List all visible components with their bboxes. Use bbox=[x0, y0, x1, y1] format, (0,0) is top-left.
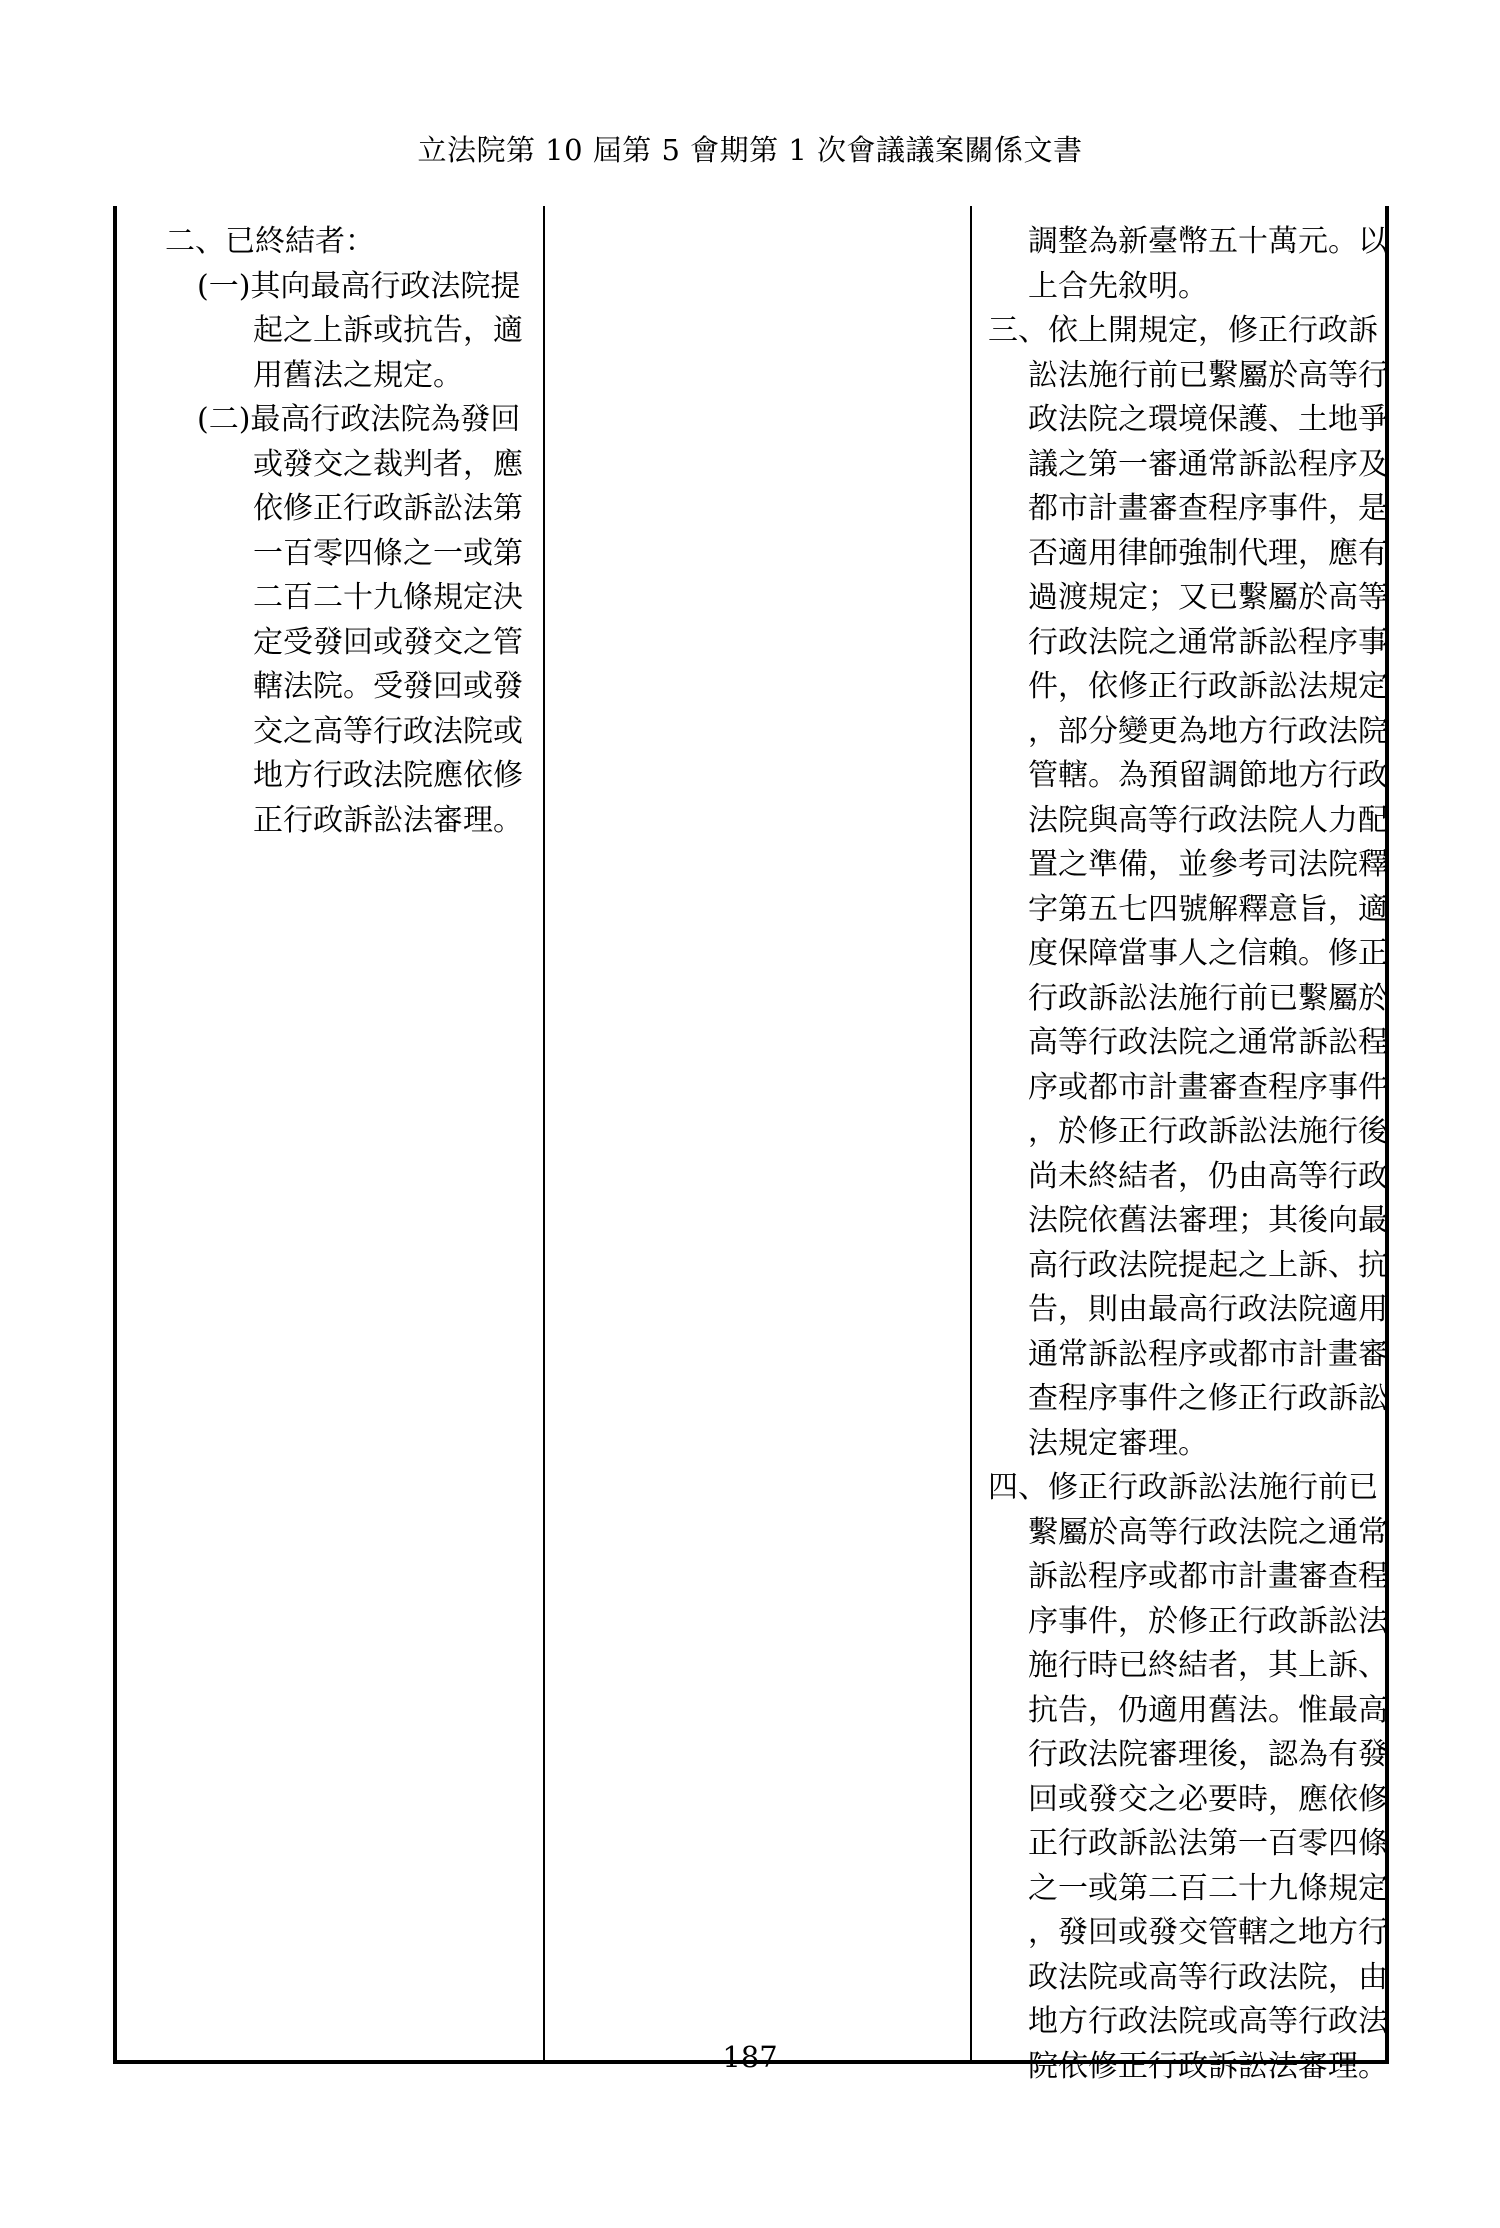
text-line: 序或都市計畫審查程序事件 bbox=[1028, 1069, 1388, 1105]
text-line: 通常訴訟程序或都市計畫審 bbox=[1028, 1336, 1388, 1372]
right-column bbox=[972, 206, 1388, 2084]
text-line: 過渡規定；又已繫屬於高等 bbox=[1028, 580, 1388, 615]
text-line: 議之第一審通常訴訟程序及 bbox=[1028, 446, 1388, 482]
text-line: 度保障當事人之信賴。修正 bbox=[1028, 936, 1388, 971]
text-line: 院依修正行政訴訟法審理。 bbox=[1028, 2048, 1388, 2084]
text-line: 法規定審理。 bbox=[1028, 1425, 1208, 1461]
comparison-table bbox=[113, 206, 1389, 2084]
text-line: 轄法院。受發回或發 bbox=[253, 669, 523, 704]
text-line: 否適用律師強制代理，應有 bbox=[1028, 535, 1388, 571]
text-line: 正行政訴訟法第一百零四條 bbox=[1028, 1826, 1388, 1861]
page-number: 187 bbox=[722, 2040, 778, 2074]
text-line: 政法院之環境保護、土地爭 bbox=[1028, 402, 1388, 437]
text-line: 抗告，仍適用舊法。惟最高 bbox=[1028, 1692, 1388, 1728]
text-line: 繫屬於高等行政法院之通常 bbox=[1028, 1514, 1388, 1550]
text-line: 三、依上開規定，修正行政訴 bbox=[988, 313, 1378, 348]
text-line: (一)其向最高行政法院提 bbox=[197, 268, 521, 304]
text-line: 序事件，於修正行政訴訟法 bbox=[1028, 1603, 1388, 1639]
text-line: 法院與高等行政法院人力配 bbox=[1028, 802, 1388, 838]
text-line: 二百二十九條規定決 bbox=[253, 580, 523, 615]
text-line: 回或發交之必要時，應依修 bbox=[1028, 1781, 1388, 1817]
text-line: 字第五七四號解釋意旨，適 bbox=[1028, 891, 1388, 927]
text-line: 尚未終結者，仍由高等行政 bbox=[1028, 1158, 1388, 1194]
text-line: 件，依修正行政訴訟法規定 bbox=[1028, 669, 1388, 704]
text-line: 四、修正行政訴訟法施行前已 bbox=[988, 1470, 1378, 1505]
text-line: 調整為新臺幣五十萬元。以 bbox=[1028, 224, 1388, 259]
text-line: 訟法施行前已繫屬於高等行 bbox=[1028, 357, 1388, 393]
text-line: 正行政訴訟法審理。 bbox=[253, 802, 523, 838]
text-line: 查程序事件之修正行政訴訟 bbox=[1028, 1381, 1388, 1416]
text-line: 高等行政法院之通常訴訟程 bbox=[1028, 1025, 1388, 1060]
text-line: 高行政法院提起之上訴、抗 bbox=[1028, 1247, 1388, 1283]
text-line: 行政法院審理後，認為有發 bbox=[1028, 1737, 1388, 1772]
text-line: 置之準備，並參考司法院釋 bbox=[1028, 847, 1388, 882]
text-line: ，發回或發交管轄之地方行 bbox=[1028, 1915, 1388, 1950]
text-line: 施行時已終結者，其上訴、 bbox=[1028, 1648, 1388, 1683]
text-line: ，於修正行政訴訟法施行後 bbox=[1028, 1114, 1388, 1149]
text-line: 或發交之裁判者，應 bbox=[253, 446, 523, 482]
text-line: 行政法院之通常訴訟程序事 bbox=[1028, 624, 1388, 660]
text-line: ，部分變更為地方行政法院 bbox=[1028, 713, 1388, 749]
text-line: 用舊法之規定。 bbox=[253, 357, 463, 393]
document-header: 立法院第 10 屆第 5 會期第 1 次會議議案關係文書 bbox=[417, 133, 1083, 167]
text-line: 地方行政法院或高等行政法 bbox=[1028, 2004, 1388, 2039]
text-line: 交之高等行政法院或 bbox=[253, 713, 523, 749]
text-line: 起之上訴或抗告，適 bbox=[253, 313, 523, 348]
text-line: 管轄。為預留調節地方行政 bbox=[1028, 758, 1388, 793]
text-line: 地方行政法院應依修 bbox=[253, 758, 523, 793]
text-line: 依修正行政訴訟法第 bbox=[253, 491, 523, 526]
text-line: 告，則由最高行政法院適用 bbox=[1028, 1292, 1388, 1327]
text-line: 一百零四條之一或第 bbox=[253, 535, 523, 571]
text-line: 政法院或高等行政法院，由 bbox=[1028, 1959, 1388, 1995]
text-line: 都市計畫審查程序事件，是 bbox=[1028, 491, 1388, 526]
text-line: 之一或第二百二十九條規定 bbox=[1028, 1870, 1388, 1906]
text-line: 法院依舊法審理；其後向最 bbox=[1028, 1203, 1388, 1238]
text-line: 上合先敘明。 bbox=[1028, 268, 1208, 304]
text-line: 訴訟程序或都市計畫審查程 bbox=[1028, 1559, 1388, 1594]
text-line: 行政訴訟法施行前已繫屬於 bbox=[1028, 980, 1388, 1016]
text-line: (二)最高行政法院為發回 bbox=[197, 402, 521, 437]
left-column bbox=[117, 206, 545, 2060]
middle-column bbox=[545, 206, 972, 2060]
text-line: 二、已終結者： bbox=[165, 224, 375, 259]
text-line: 定受發回或發交之管 bbox=[253, 624, 523, 660]
